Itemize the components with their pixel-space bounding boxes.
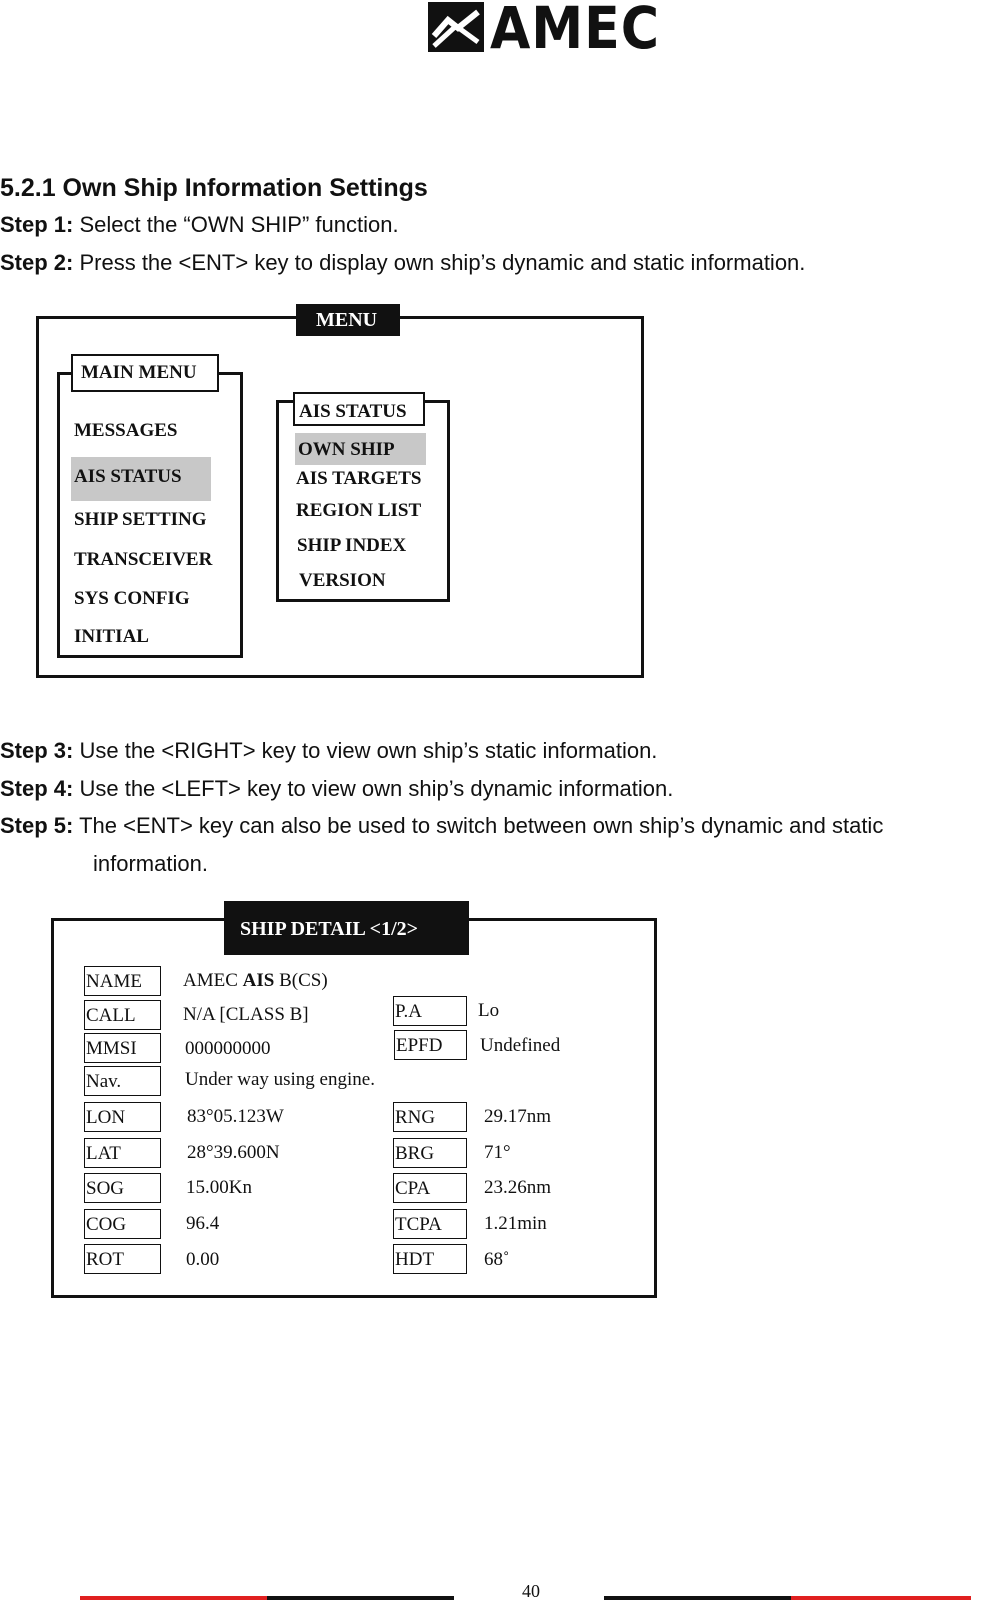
main-menu-item-ais-status[interactable]: AIS STATUS xyxy=(74,466,182,487)
footer-line-red-left xyxy=(80,1596,267,1600)
lon-value: 83°05.123W xyxy=(187,1106,284,1127)
page-number: 40 xyxy=(522,1581,540,1601)
step-5-continuation: information. xyxy=(93,851,208,876)
cog-value: 96.4 xyxy=(186,1213,220,1234)
ais-status-item-region-list[interactable]: REGION LIST xyxy=(296,500,422,521)
hdt-value: 68˚ xyxy=(484,1249,510,1270)
epfd-label: EPFD xyxy=(394,1030,467,1060)
rng-value: 29.17nm xyxy=(484,1106,552,1127)
rot-label: ROT xyxy=(84,1244,161,1274)
rot-value: 0.00 xyxy=(186,1249,220,1270)
name-value-bold: AIS xyxy=(242,970,275,991)
name-value xyxy=(183,970,328,992)
footer-line-red-right xyxy=(791,1596,971,1600)
step-1-text: Select the “OWN SHIP” function. xyxy=(73,212,399,237)
step-5-label: Step 5: xyxy=(0,813,74,838)
mmsi-label: MMSI xyxy=(84,1033,161,1063)
pa-value: Lo xyxy=(478,1000,500,1021)
mmsi-value: 000000000 xyxy=(185,1038,271,1059)
ship-detail-title: SHIP DETAIL <1/2> xyxy=(240,918,419,940)
tcpa-value: 1.21min xyxy=(484,1213,547,1234)
main-menu-item-messages[interactable]: MESSAGES xyxy=(74,420,178,441)
step-2-label: Step 2: xyxy=(0,250,74,275)
ais-status-title: AIS STATUS xyxy=(299,401,407,422)
step-1 xyxy=(0,212,399,238)
ais-status-item-ship-index[interactable]: SHIP INDEX xyxy=(297,535,407,556)
footer-line-black-right xyxy=(604,1596,791,1600)
name-value-post: B(CS) xyxy=(274,970,328,991)
logo-icon xyxy=(428,2,484,52)
ais-status-item-own-ship[interactable]: OWN SHIP xyxy=(298,439,395,460)
step-5-text: The <ENT> key can also be used to switch between own ship’s dynamic and static xyxy=(73,813,884,838)
cpa-value: 23.26nm xyxy=(484,1177,552,1198)
name-value-pre: AMEC xyxy=(183,970,243,991)
lon-label: LON xyxy=(84,1102,161,1132)
epfd-value: Undefined xyxy=(480,1035,561,1056)
call-value: N/A [CLASS B] xyxy=(183,1004,309,1025)
rng-label: RNG xyxy=(393,1102,467,1132)
nav-value: Under way using engine. xyxy=(185,1069,375,1090)
cog-label: COG xyxy=(84,1209,161,1239)
step-4 xyxy=(0,776,673,802)
step-3 xyxy=(0,738,657,764)
section-heading: 5.2.1 Own Ship Information Settings xyxy=(0,174,428,202)
ais-status-item-ais-targets[interactable]: AIS TARGETS xyxy=(296,468,422,489)
step-2-text: Press the <ENT> key to display own ship’s dynamic and static information. xyxy=(73,250,806,275)
main-menu-title: MAIN MENU xyxy=(81,362,197,383)
step-4-label: Step 4: xyxy=(0,776,74,801)
nav-label: Nav. xyxy=(84,1066,161,1096)
logo-text: AMEC xyxy=(490,0,660,62)
pa-label: P.A xyxy=(393,996,467,1026)
brg-label: BRG xyxy=(393,1138,467,1168)
cpa-label: CPA xyxy=(393,1173,467,1203)
footer-line-black-left xyxy=(267,1596,454,1600)
sog-value: 15.00Kn xyxy=(186,1177,252,1198)
step-2 xyxy=(0,250,805,276)
lat-label: LAT xyxy=(84,1138,161,1168)
name-label: NAME xyxy=(84,966,161,996)
lat-value: 28°39.600N xyxy=(187,1142,280,1163)
main-menu-item-transceiver[interactable]: TRANSCEIVER xyxy=(74,549,213,570)
brg-value: 71° xyxy=(484,1142,511,1163)
call-label: CALL xyxy=(84,1000,161,1030)
step-3-label: Step 3: xyxy=(0,738,74,763)
main-menu-item-ship-setting[interactable]: SHIP SETTING xyxy=(74,509,207,530)
main-menu-item-sys-config[interactable]: SYS CONFIG xyxy=(74,588,190,609)
step-3-text: Use the <RIGHT> key to view own ship’s static information. xyxy=(73,738,658,763)
menu-title: MENU xyxy=(316,309,378,331)
step-5 xyxy=(0,813,883,839)
sog-label: SOG xyxy=(84,1173,161,1203)
ais-status-item-version[interactable]: VERSION xyxy=(299,570,386,591)
main-menu-item-initial[interactable]: INITIAL xyxy=(74,626,149,647)
tcpa-label: TCPA xyxy=(393,1209,467,1239)
step-1-label: Step 1: xyxy=(0,212,74,237)
hdt-label: HDT xyxy=(393,1244,467,1274)
step-4-text: Use the <LEFT> key to view own ship’s dynamic information. xyxy=(73,776,674,801)
